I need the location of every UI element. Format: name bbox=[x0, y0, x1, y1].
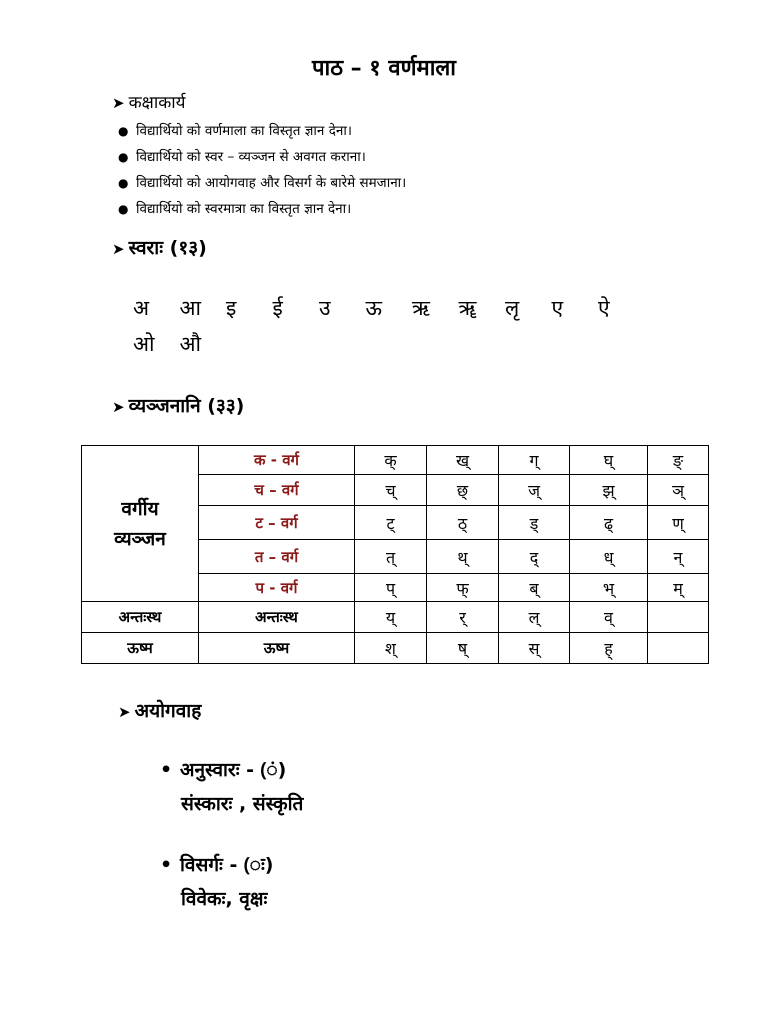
vowel: ए bbox=[551, 296, 564, 320]
consonant-cell: ख् bbox=[427, 446, 499, 475]
consonant-cell: ञ् bbox=[648, 475, 709, 506]
consonant-cell: ड् bbox=[499, 506, 570, 540]
consonant-cell: ठ् bbox=[427, 506, 499, 540]
consonant-cell: घ् bbox=[570, 446, 648, 475]
vowel: ॠ bbox=[458, 296, 477, 320]
consonant-cell: श् bbox=[355, 633, 427, 664]
consonant-cell: म् bbox=[648, 574, 709, 602]
consonant-cell: न् bbox=[648, 540, 709, 574]
arrow-icon: ➤ bbox=[112, 240, 125, 258]
table-row bbox=[82, 602, 709, 633]
vowel: लृ bbox=[505, 296, 520, 320]
vowel: ओ bbox=[133, 332, 155, 356]
bullet-icon: ● bbox=[118, 176, 129, 190]
visarga-item bbox=[160, 851, 274, 877]
consonant-cell: व् bbox=[570, 602, 648, 633]
vowel-row-2 bbox=[133, 326, 653, 362]
list-item: ● विद्यार्थियो को वर्णमाला का विस्तृत ज्ञान देना। bbox=[118, 118, 406, 144]
consonant-cell bbox=[648, 633, 709, 664]
varga-name: क - वर्ग bbox=[199, 446, 355, 475]
consonant-cell: ट् bbox=[355, 506, 427, 540]
classwork-heading-text: कक्षाकार्य bbox=[128, 93, 186, 113]
consonant-cell: द् bbox=[499, 540, 570, 574]
vowels-heading bbox=[112, 234, 207, 260]
varga-name: त – वर्ग bbox=[199, 540, 355, 574]
consonant-cell: ष् bbox=[427, 633, 499, 664]
row-label: अन्तःस्थ bbox=[82, 602, 199, 633]
consonant-cell: ल् bbox=[499, 602, 570, 633]
consonant-cell: थ् bbox=[427, 540, 499, 574]
classwork-heading bbox=[112, 90, 186, 113]
bullet-icon: • bbox=[160, 759, 173, 781]
table-row bbox=[82, 446, 709, 475]
bullet-icon: • bbox=[160, 854, 173, 876]
ayogavaha-heading bbox=[118, 697, 201, 723]
vowel-row-1 bbox=[133, 290, 653, 326]
consonant-cell: भ् bbox=[570, 574, 648, 602]
ayogavaha-heading-text: अयोगवाह bbox=[134, 700, 202, 722]
vowel: ऊ bbox=[365, 296, 382, 320]
vowel: ऋ bbox=[412, 296, 430, 320]
vowel: आ bbox=[179, 296, 201, 320]
consonant-cell: ढ् bbox=[570, 506, 648, 540]
vowels-heading-text: स्वराः (१३) bbox=[128, 237, 207, 259]
consonant-cell: छ् bbox=[427, 475, 499, 506]
varga-name: च – वर्ग bbox=[199, 475, 355, 506]
list-item: ● विद्यार्थियो को स्वरमात्रा का विस्तृत ज्ञान देना। bbox=[118, 196, 406, 222]
list-item: ● विद्यार्थियो को आयोगवाह और विसर्ग के बारेमे समजाना। bbox=[118, 170, 406, 196]
vowel: ऐ bbox=[598, 296, 610, 320]
varga-name: प - वर्ग bbox=[199, 574, 355, 602]
anusvara-item bbox=[160, 756, 286, 782]
bullet-icon: ● bbox=[118, 150, 129, 164]
anusvara-example: संस्कारः , संस्कृति bbox=[181, 793, 304, 815]
consonant-cell: ङ् bbox=[648, 446, 709, 475]
vowel: औ bbox=[179, 332, 201, 356]
row-name: ऊष्म bbox=[199, 633, 355, 664]
varga-name: ट – वर्ग bbox=[199, 506, 355, 540]
vowel-list bbox=[133, 290, 653, 362]
consonant-cell: ज् bbox=[499, 475, 570, 506]
consonant-cell: ग् bbox=[499, 446, 570, 475]
vowel: उ bbox=[319, 296, 331, 320]
consonant-cell: फ् bbox=[427, 574, 499, 602]
visarga-label: विसर्गः - (ः) bbox=[180, 854, 274, 876]
classwork-list bbox=[118, 118, 406, 222]
arrow-icon: ➤ bbox=[112, 398, 125, 416]
consonant-cell: प् bbox=[355, 574, 427, 602]
consonants-heading-text: व्यञ्जनानि (३३) bbox=[128, 395, 245, 417]
row-label: ऊष्म bbox=[82, 633, 199, 664]
page-title: पाठ – १ वर्णमाला bbox=[312, 56, 456, 81]
list-item: ● विद्यार्थियो को स्वर – व्यञ्जन से अवगत कराना। bbox=[118, 144, 406, 170]
consonants-heading bbox=[112, 392, 244, 418]
vowel: अ bbox=[133, 296, 150, 320]
consonant-cell: ण् bbox=[648, 506, 709, 540]
consonant-cell: ह् bbox=[570, 633, 648, 664]
group-label-cell: वर्गीय व्यञ्जन bbox=[82, 446, 199, 602]
anusvara-label: अनुस्वारः - (ं) bbox=[180, 759, 287, 781]
arrow-icon: ➤ bbox=[112, 94, 125, 112]
bullet-icon: ● bbox=[118, 124, 129, 138]
consonant-cell: क् bbox=[355, 446, 427, 475]
visarga-example: विवेकः, वृक्षः bbox=[181, 888, 268, 910]
consonant-cell: ब् bbox=[499, 574, 570, 602]
table-row bbox=[82, 633, 709, 664]
consonant-cell bbox=[648, 602, 709, 633]
consonant-cell: य् bbox=[355, 602, 427, 633]
consonant-cell: झ् bbox=[570, 475, 648, 506]
consonant-cell: ध् bbox=[570, 540, 648, 574]
consonant-cell: च् bbox=[355, 475, 427, 506]
bullet-icon: ● bbox=[118, 202, 129, 216]
consonant-cell: र् bbox=[427, 602, 499, 633]
vowel: इ bbox=[226, 296, 237, 320]
consonant-cell: स् bbox=[499, 633, 570, 664]
vowel: ई bbox=[272, 296, 283, 320]
arrow-icon: ➤ bbox=[118, 703, 131, 721]
row-name: अन्तःस्थ bbox=[199, 602, 355, 633]
consonant-cell: त् bbox=[355, 540, 427, 574]
consonant-table bbox=[81, 445, 709, 664]
